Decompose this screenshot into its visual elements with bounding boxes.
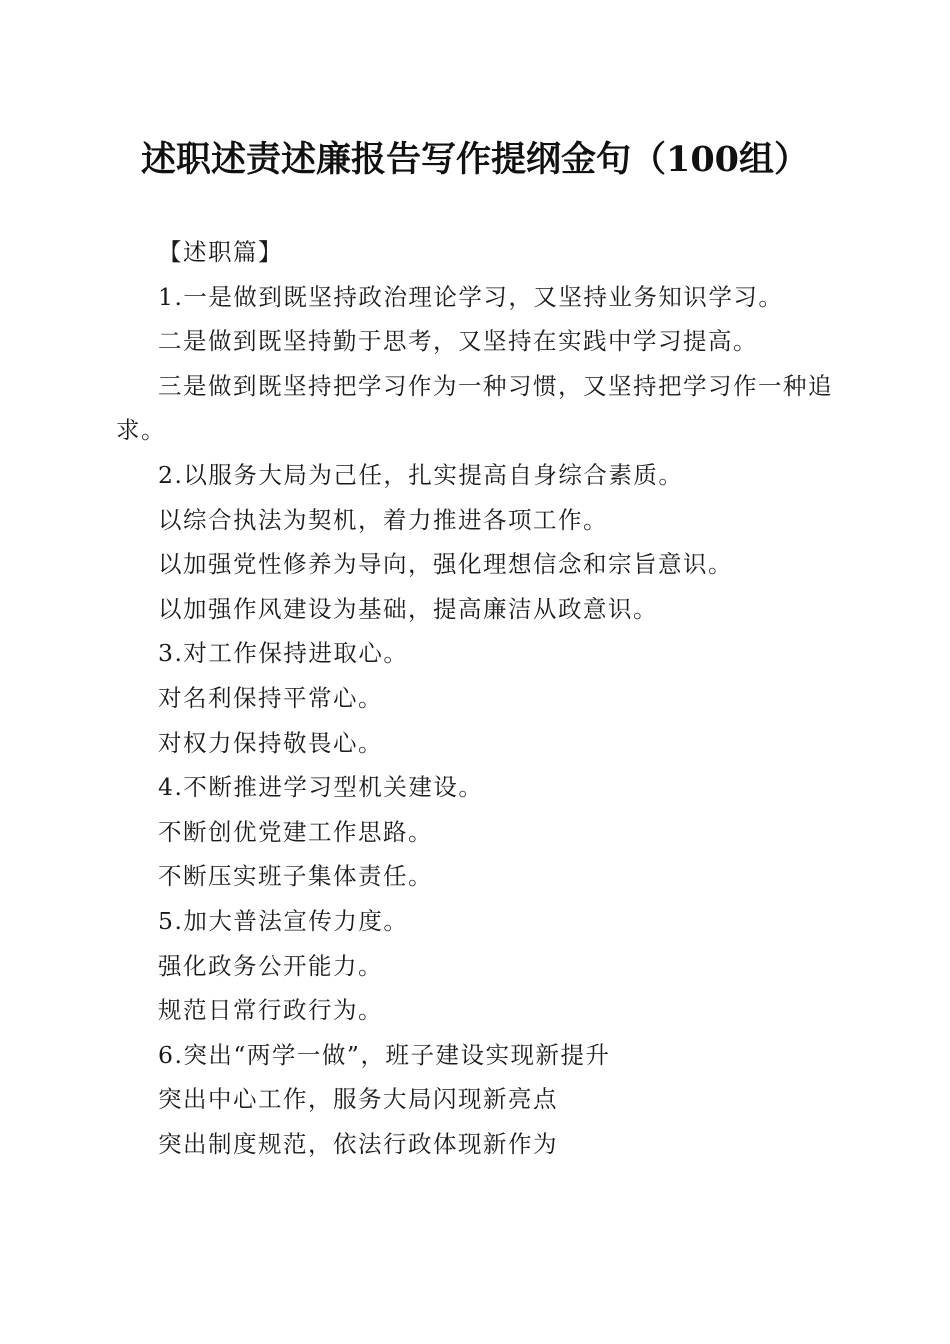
paragraph-line: 5.加大普法宣传力度。 — [158, 906, 409, 935]
paragraph-line: 突出制度规范，依法行政体现新作为 — [158, 1129, 558, 1158]
paragraph-line: 不断创优党建工作思路。 — [158, 817, 433, 846]
paragraph-line: 4.不断推进学习型机关建设。 — [158, 773, 484, 802]
section-heading: 【述职篇】 — [158, 238, 283, 266]
paragraph-line: 不断压实班子集体责任。 — [158, 862, 433, 891]
paragraph-line: 以加强党性修养为导向，强化理想信念和宗旨意识。 — [158, 550, 733, 579]
paragraph-line: 对名利保持平常心。 — [158, 683, 383, 712]
paragraph-line: 以加强作风建设为基础，提高廉洁从政意识。 — [158, 594, 658, 623]
paragraph-line: 二是做到既坚持勤于思考，又坚持在实践中学习提高。 — [158, 327, 758, 356]
paragraph-line: 三是做到既坚持把学习作为一种习惯，又坚持把学习作一种追求。 — [116, 371, 833, 445]
document-title: 述职述责述廉报告写作提纲金句（100组） — [140, 139, 810, 180]
paragraph-line: 以综合执法为契机，着力推进各项工作。 — [158, 505, 608, 534]
paragraph-line: 突出中心工作，服务大局闪现新亮点 — [158, 1085, 558, 1114]
paragraph-line: 1.一是做到既坚持政治理论学习，又坚持业务知识学习。 — [158, 282, 784, 311]
paragraph-line: 6.突出“两学一做”，班子建设实现新提升 — [158, 1040, 611, 1069]
paragraph-line: 2.以服务大局为己任，扎实提高自身综合素质。 — [158, 460, 684, 489]
paragraph-line: 3.对工作保持进取心。 — [158, 639, 409, 668]
paragraph-line: 对权力保持敬畏心。 — [158, 728, 383, 757]
paragraph-line: 规范日常行政行为。 — [158, 996, 383, 1025]
paragraph-line: 强化政务公开能力。 — [158, 951, 383, 980]
document-body — [116, 230, 836, 1166]
